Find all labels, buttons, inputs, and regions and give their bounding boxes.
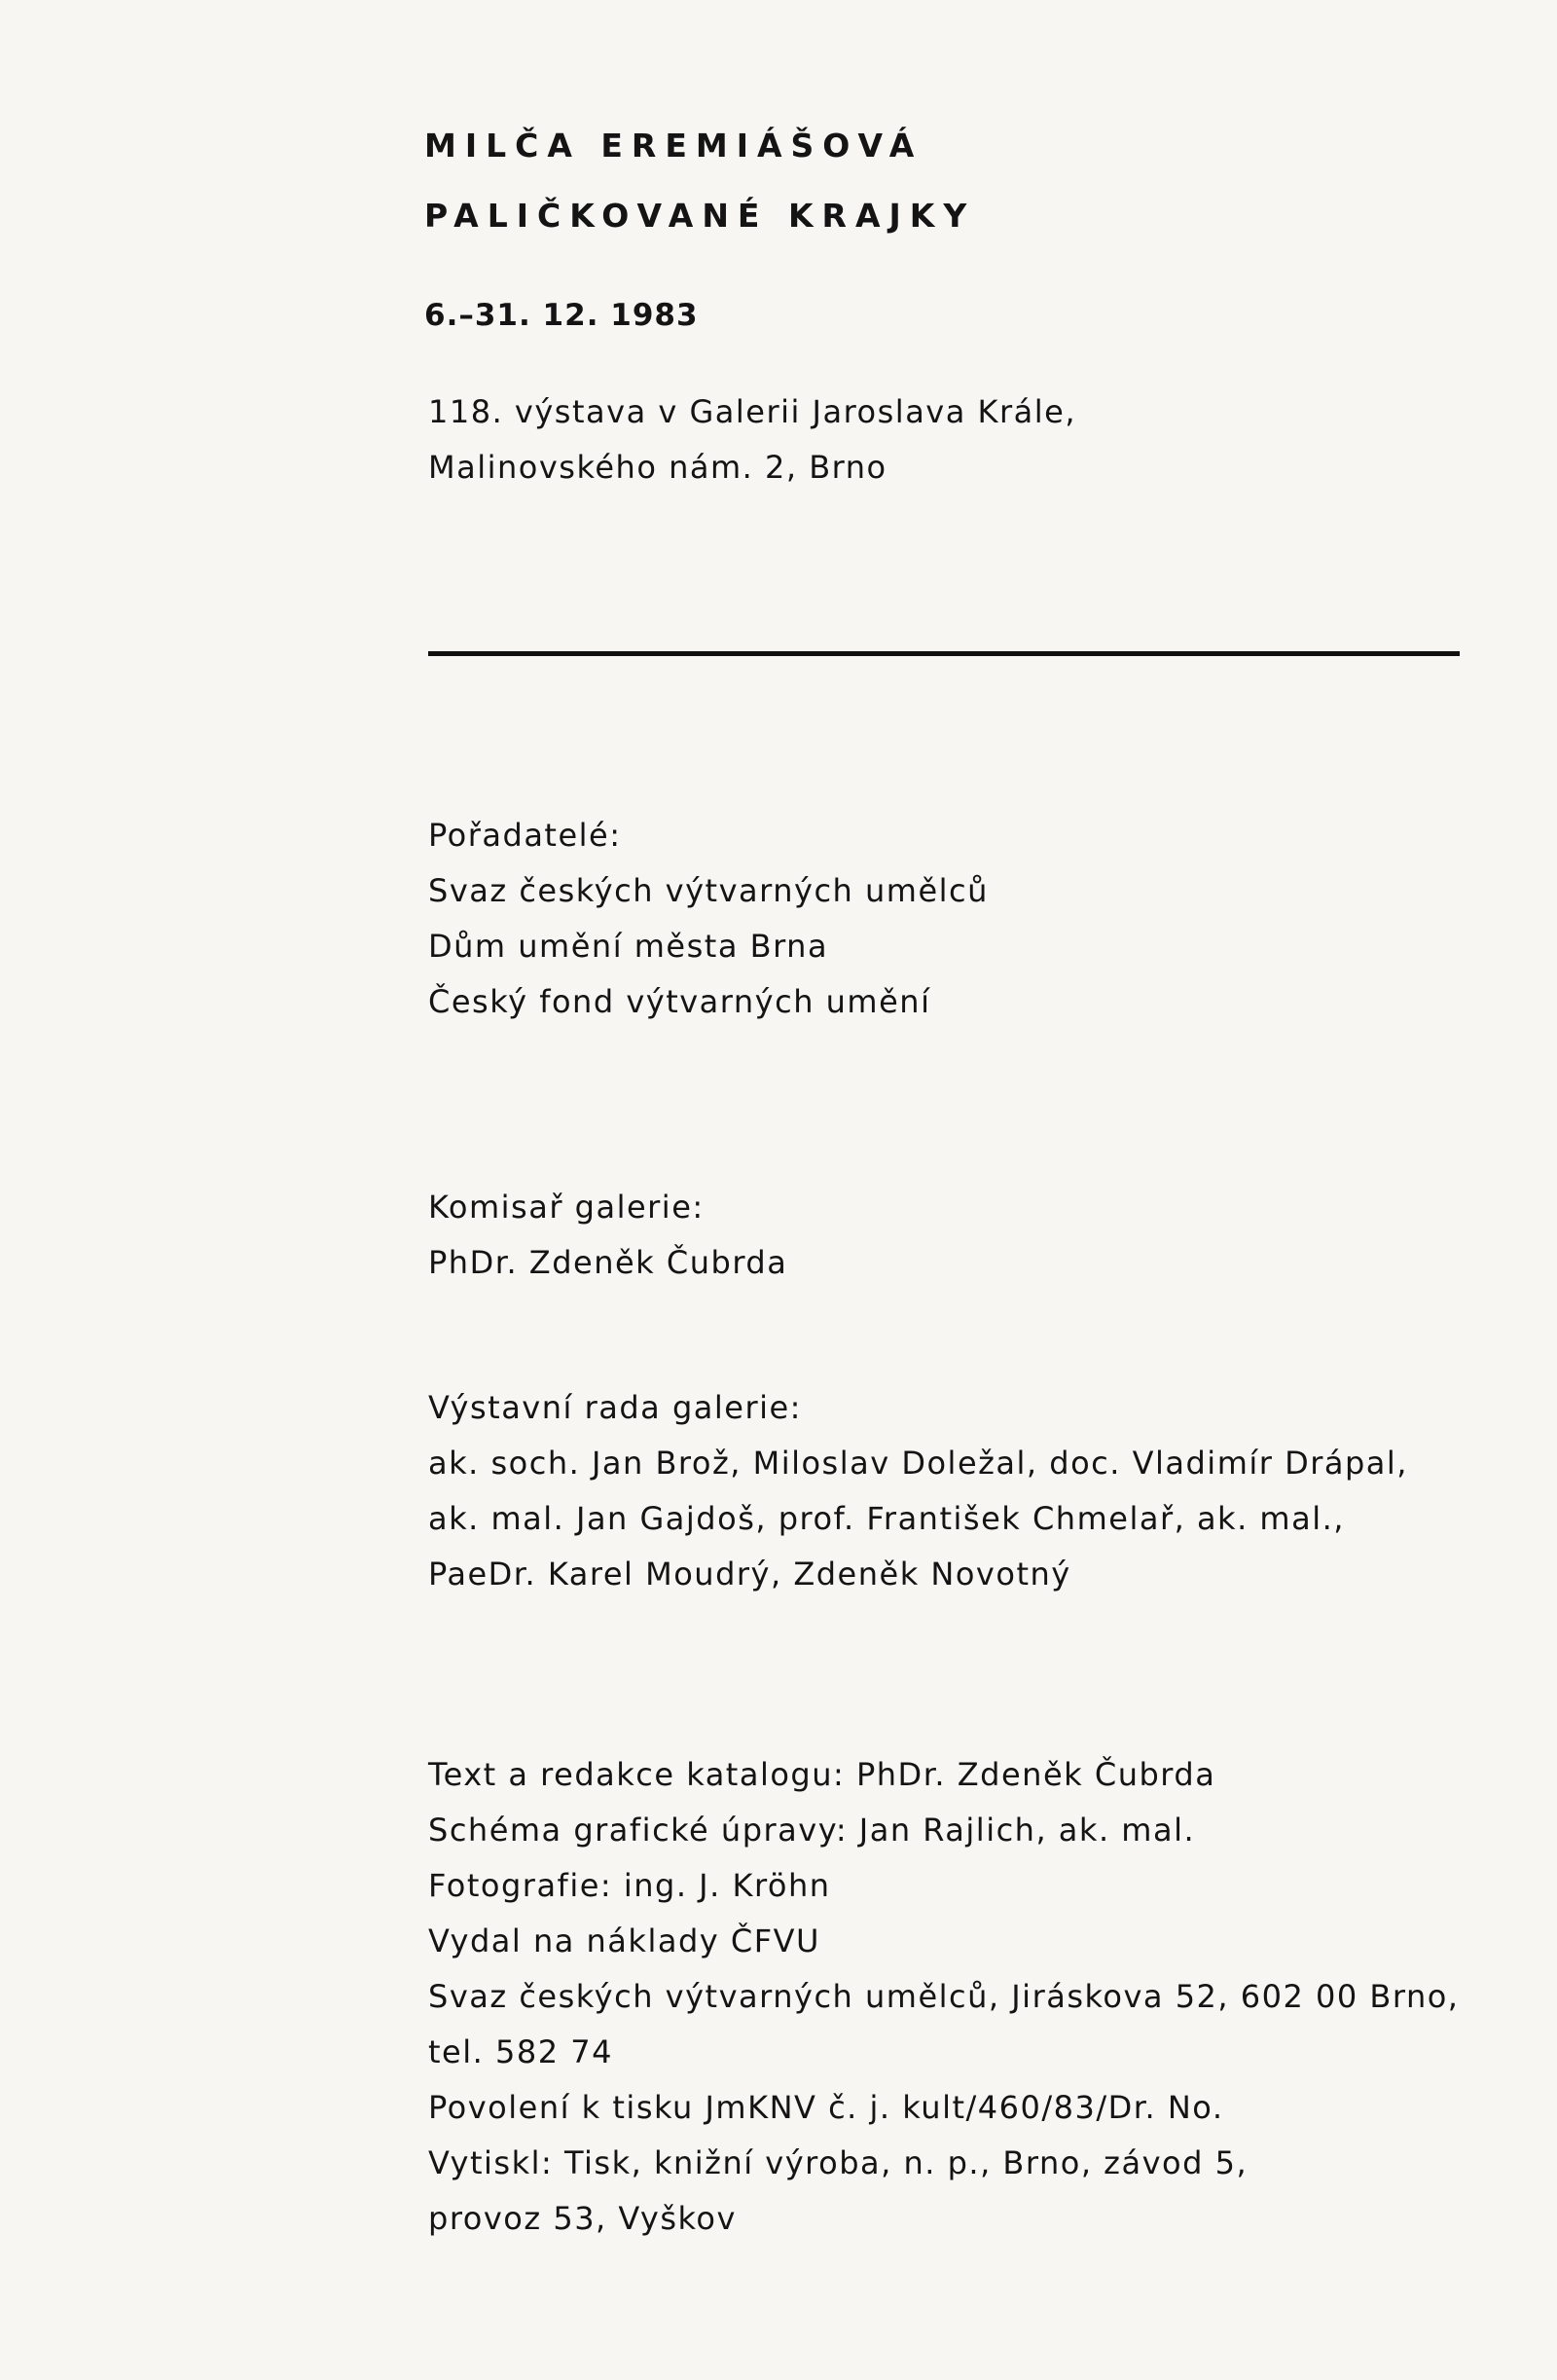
council-line: ak. mal. Jan Gajdoš, prof. František Chmelař, ak. mal., — [428, 1500, 1345, 1537]
council-line: PaeDr. Karel Moudrý, Zdeněk Novotný — [428, 1556, 1071, 1593]
venue-info — [428, 384, 1076, 495]
exhibition-dates: 6.–31. 12. 1983 — [424, 298, 699, 333]
exhibition-title: PALIČKOVANÉ KRAJKY — [424, 197, 976, 235]
credit-line: Povolení k tisku JmKNV č. j. kult/460/83/Dr. No. — [428, 2089, 1224, 2126]
artist-name: MILČA EREMIÁŠOVÁ — [424, 127, 923, 165]
venue-line: 118. výstava v Galerii Jaroslava Krále, — [428, 393, 1077, 430]
venue-line: Malinovského nám. 2, Brno — [428, 449, 887, 486]
commissioner-name: PhDr. Zdeněk Čubrda — [428, 1244, 788, 1281]
council-line: ak. soch. Jan Brož, Miloslav Doležal, doc. Vladimír Drápal, — [428, 1445, 1408, 1482]
credit-line: Svaz českých výtvarných umělců, Jiráskova 52, 602 00 Brno, — [428, 1978, 1460, 2015]
credit-line: tel. 582 74 — [428, 2033, 613, 2070]
credit-line: provoz 53, Vyškov — [428, 2200, 737, 2237]
organizer-item: Český fond výtvarných umění — [428, 983, 931, 1020]
credits-section — [428, 1747, 1459, 2247]
credit-line: Schéma grafické úpravy: Jan Rajlich, ak. mal. — [428, 1812, 1196, 1849]
commissioner-heading: Komisař galerie: — [428, 1189, 705, 1226]
commissioner-section — [428, 1180, 787, 1291]
organizer-item: Dům umění města Brna — [428, 928, 829, 965]
organizers-section — [428, 808, 989, 1030]
credit-line: Text a redakce katalogu: PhDr. Zdeněk Čubrda — [428, 1756, 1216, 1793]
organizer-item: Svaz českých výtvarných umělců — [428, 872, 989, 909]
credit-line: Vydal na náklady ČFVU — [428, 1922, 820, 1959]
credit-line: Fotografie: ing. J. Kröhn — [428, 1867, 831, 1904]
council-heading: Výstavní rada galerie: — [428, 1389, 802, 1426]
organizers-heading: Pořadatelé: — [428, 817, 622, 854]
credit-line: Vytiskl: Tisk, knižní výroba, n. p., Brno, závod 5, — [428, 2144, 1249, 2181]
divider-rule — [428, 651, 1460, 656]
council-section — [428, 1380, 1408, 1602]
